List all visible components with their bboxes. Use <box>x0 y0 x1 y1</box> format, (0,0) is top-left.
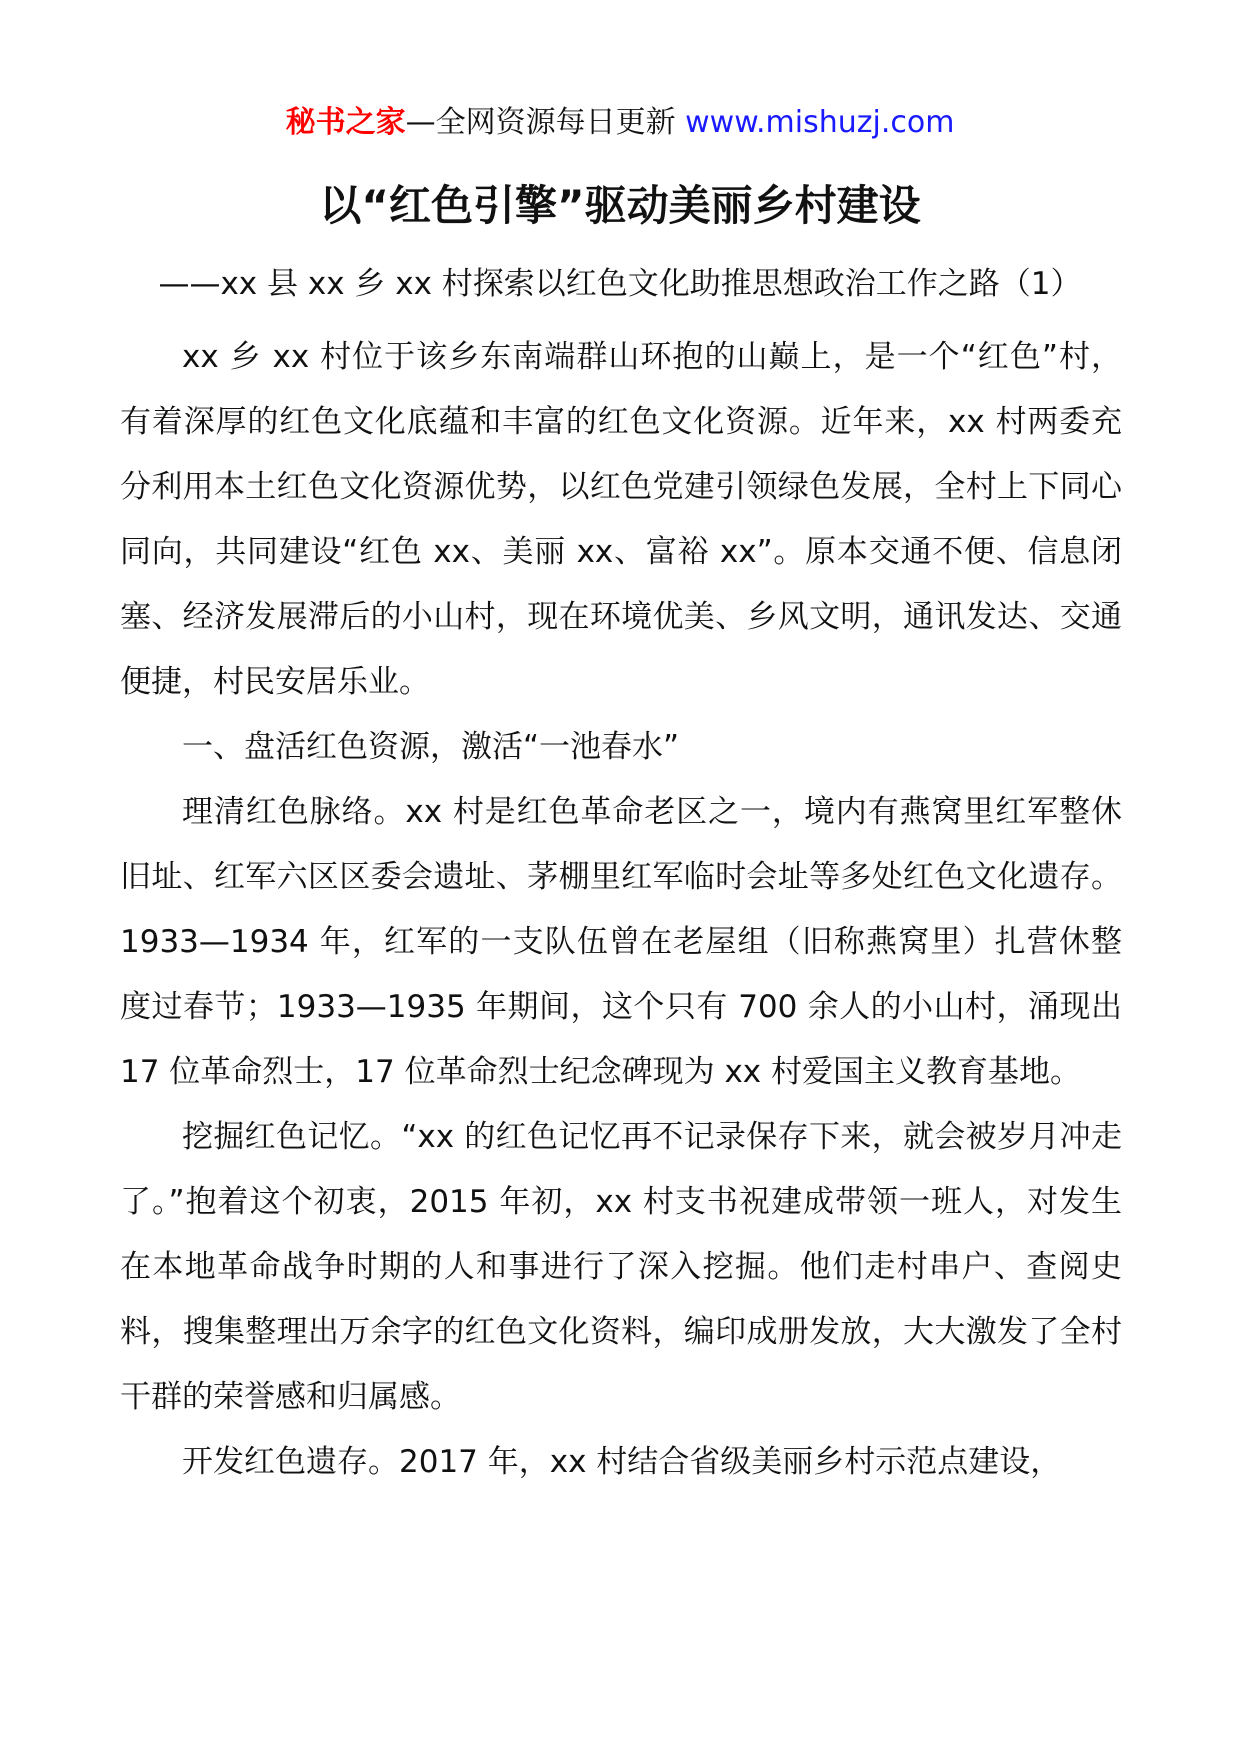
paragraph-intro: xx 乡 xx 村位于该乡东南端群山环抱的山巅上，是一个“红色”村，有着深厚的红色文化底蕴和丰富的红色文化资源。近年来，xx 村两委充分利用本土红色文化资源优势，以红色党建引领绿色发展，全村上下同心同向，共同建设“红色 xx、美丽 xx、富裕 xx”。原本交通不便、信息闭塞、经济发展滞后的小山村，现在环境优美、乡风文明，通讯发达、交通便捷，村民安居乐业。 <box>120 339 1122 700</box>
document-subtitle: ——xx 县 xx 乡 xx 村探索以红色文化助推思想政治工作之路（1） <box>158 266 1082 302</box>
brand-name: 秘书之家 <box>285 105 406 140</box>
site-header <box>0 102 1240 144</box>
site-url[interactable]: www.mishuzj.com <box>685 105 955 140</box>
paragraph-red-memory: 挖掘红色记忆。“xx 的红色记忆再不记录保存下来，就会被岁月冲走了。”抱着这个初衷，2015 年初，xx 村支书祝建成带领一班人，对发生在本地革命战争时期的人和事进行了深入挖掘。他们走村串户、查阅史料，搜集整理出万余字的红色文化资料，编印成册发放，大大激发了全村干群的荣誉感和归属感。 <box>120 1119 1122 1415</box>
document-title: 以“红色引擎”驱动美丽乡村建设 <box>319 181 921 230</box>
document-body <box>120 325 1122 1495</box>
section-heading: 一、盘活红色资源，激活“一池春水” <box>182 729 680 765</box>
header-tagline: —全网资源每日更新 <box>405 105 686 140</box>
paragraph-red-heritage: 开发红色遗存。2017 年，xx 村结合省级美丽乡村示范点建设， <box>182 1444 1062 1480</box>
paragraph-red-context: 理清红色脉络。xx 村是红色革命老区之一，境内有燕窝里红军整休旧址、红军六区区委会遗址、茅棚里红军临时会址等多处红色文化遗存。1933—1934 年，红军的一支队伍曾在老屋组（旧称燕窝里）扎营休整度过春节；1933—1935 年期间，这个只有 700 余人的小山村，涌现出 17 位革命烈士，17 位革命烈士纪念碑现为 xx 村爱国主义教育基地。 <box>120 794 1122 1090</box>
